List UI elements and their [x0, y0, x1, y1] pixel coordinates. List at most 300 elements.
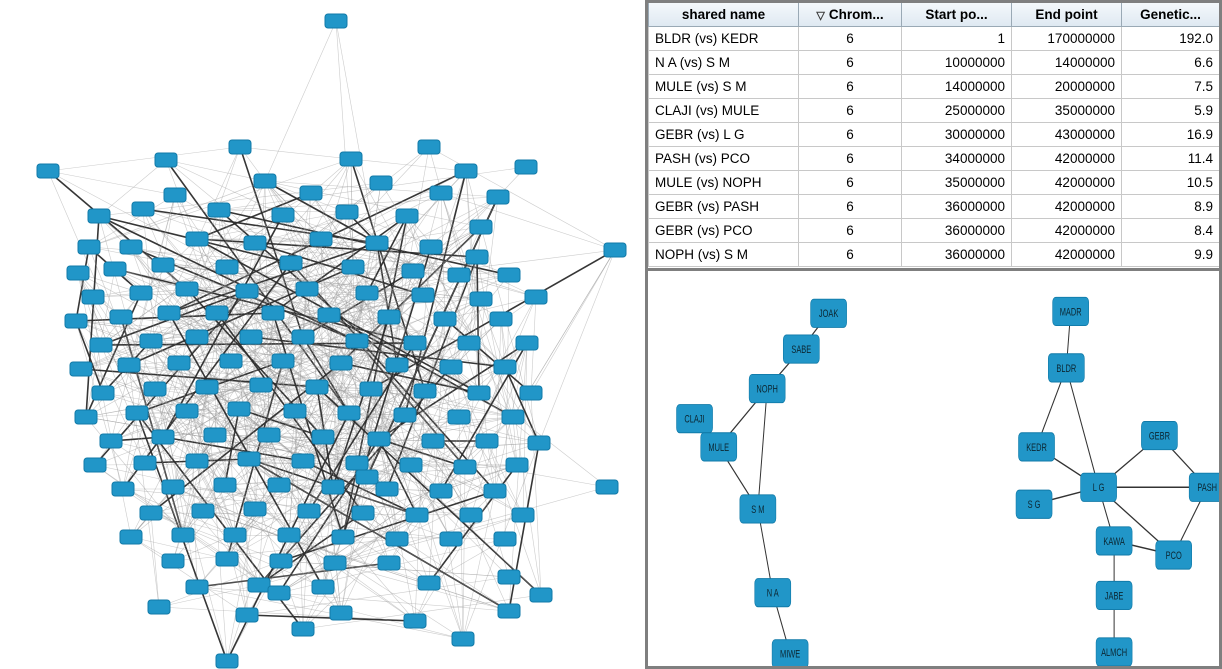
graph-node[interactable] [342, 260, 364, 274]
node-shape[interactable] [172, 528, 194, 542]
node-shape[interactable] [240, 330, 262, 344]
graph-node[interactable] [312, 430, 334, 444]
graph-node[interactable] [516, 336, 538, 350]
table-row[interactable] [649, 27, 1220, 51]
graph-node[interactable] [134, 456, 156, 470]
node-shape[interactable] [254, 174, 276, 188]
node-shape[interactable] [312, 430, 334, 444]
node-shape[interactable] [152, 430, 174, 444]
graph-node[interactable] [292, 454, 314, 468]
graph-node[interactable] [332, 530, 354, 544]
graph-node[interactable] [298, 504, 320, 518]
graph-node[interactable] [448, 410, 470, 424]
graph-node[interactable] [430, 484, 452, 498]
graph-node[interactable] [406, 508, 428, 522]
graph-node[interactable] [530, 588, 552, 602]
graph-node[interactable] [394, 408, 416, 422]
graph-node[interactable] [520, 386, 542, 400]
table-panel[interactable] [645, 0, 1222, 268]
node-shape[interactable] [216, 260, 238, 274]
node-shape[interactable] [340, 152, 362, 166]
node-shape[interactable] [402, 264, 424, 278]
graph-node[interactable] [228, 402, 250, 416]
node-shape[interactable] [92, 386, 114, 400]
node-shape[interactable] [118, 358, 140, 372]
node-shape[interactable] [494, 532, 516, 546]
node-shape[interactable] [130, 286, 152, 300]
graph-node[interactable] [152, 430, 174, 444]
node-shape[interactable] [262, 306, 284, 320]
node-shape[interactable] [292, 622, 314, 636]
node-shape[interactable] [278, 528, 300, 542]
node-shape[interactable] [268, 586, 290, 600]
node-shape[interactable] [310, 232, 332, 246]
graph-node[interactable] [740, 495, 776, 523]
graph-node[interactable] [386, 532, 408, 546]
graph-node[interactable] [487, 190, 509, 204]
table-row[interactable] [649, 75, 1220, 99]
node-shape[interactable] [206, 306, 228, 320]
node-shape[interactable] [176, 404, 198, 418]
node-shape[interactable] [512, 508, 534, 522]
node-shape[interactable] [330, 606, 352, 620]
node-shape[interactable] [90, 338, 112, 352]
node-shape[interactable] [528, 436, 550, 450]
graph-node[interactable] [90, 338, 112, 352]
node-shape[interactable] [112, 482, 134, 496]
graph-node[interactable] [37, 164, 59, 178]
genetic-distance-table[interactable] [648, 3, 1220, 267]
node-shape[interactable] [238, 452, 260, 466]
graph-node[interactable] [220, 354, 242, 368]
graph-node[interactable] [370, 176, 392, 190]
node-shape[interactable] [140, 334, 162, 348]
node-shape[interactable] [448, 410, 470, 424]
graph-node[interactable] [458, 336, 480, 350]
node-shape[interactable] [176, 282, 198, 296]
graph-node[interactable] [498, 604, 520, 618]
graph-node[interactable] [356, 470, 378, 484]
graph-node[interactable] [1096, 527, 1132, 555]
node-shape[interactable] [37, 164, 59, 178]
graph-node[interactable] [67, 266, 89, 280]
graph-node[interactable] [236, 284, 258, 298]
graph-node[interactable] [412, 288, 434, 302]
graph-node[interactable] [468, 386, 490, 400]
graph-node[interactable] [528, 436, 550, 450]
node-shape[interactable] [104, 262, 126, 276]
graph-node[interactable] [158, 306, 180, 320]
node-shape[interactable] [162, 554, 184, 568]
graph-node[interactable] [430, 186, 452, 200]
graph-node[interactable] [325, 14, 347, 28]
graph-node[interactable] [440, 360, 462, 374]
graph-node[interactable] [1096, 581, 1132, 609]
graph-node[interactable] [346, 456, 368, 470]
node-shape[interactable] [186, 330, 208, 344]
graph-node[interactable] [512, 508, 534, 522]
node-shape[interactable] [455, 164, 477, 178]
node-shape[interactable] [396, 209, 418, 223]
graph-node[interactable] [152, 258, 174, 272]
graph-node[interactable] [186, 330, 208, 344]
graph-node[interactable] [248, 578, 270, 592]
graph-node[interactable] [92, 386, 114, 400]
graph-node[interactable] [772, 640, 808, 666]
node-shape[interactable] [420, 240, 442, 254]
graph-node[interactable] [378, 556, 400, 570]
graph-node[interactable] [1096, 638, 1132, 666]
graph-node[interactable] [498, 268, 520, 282]
graph-node[interactable] [494, 360, 516, 374]
node-shape[interactable] [330, 356, 352, 370]
graph-node[interactable] [418, 576, 440, 590]
graph-node[interactable] [310, 232, 332, 246]
node-shape[interactable] [186, 580, 208, 594]
graph-node[interactable] [262, 306, 284, 320]
node-shape[interactable] [236, 284, 258, 298]
graph-node[interactable] [216, 654, 238, 668]
node-shape[interactable] [525, 290, 547, 304]
graph-node[interactable] [498, 570, 520, 584]
node-shape[interactable] [506, 458, 528, 472]
node-shape[interactable] [498, 570, 520, 584]
table-row[interactable] [649, 195, 1220, 219]
node-shape[interactable] [134, 456, 156, 470]
node-shape[interactable] [452, 632, 474, 646]
graph-node[interactable] [604, 243, 626, 257]
graph-node[interactable] [70, 362, 92, 376]
node-shape[interactable] [342, 260, 364, 274]
graph-node[interactable] [120, 530, 142, 544]
node-shape[interactable] [418, 576, 440, 590]
graph-node[interactable] [476, 434, 498, 448]
node-shape[interactable] [520, 386, 542, 400]
graph-node[interactable] [330, 606, 352, 620]
table-body[interactable] [649, 27, 1220, 267]
node-shape[interactable] [378, 310, 400, 324]
node-shape[interactable] [476, 434, 498, 448]
node-shape[interactable] [352, 506, 374, 520]
graph-node[interactable] [1156, 541, 1192, 569]
graph-node[interactable] [192, 504, 214, 518]
graph-node[interactable] [204, 428, 226, 442]
graph-node[interactable] [1053, 297, 1089, 325]
graph-node[interactable] [376, 482, 398, 496]
graph-node[interactable] [216, 552, 238, 566]
graph-node[interactable] [1189, 473, 1219, 501]
table-row[interactable] [649, 171, 1220, 195]
node-shape[interactable] [516, 336, 538, 350]
node-shape[interactable] [144, 382, 166, 396]
graph-node[interactable] [368, 432, 390, 446]
node-shape[interactable] [162, 480, 184, 494]
graph-node[interactable] [402, 264, 424, 278]
graph-node[interactable] [176, 404, 198, 418]
node-shape[interactable] [604, 243, 626, 257]
node-shape[interactable] [220, 354, 242, 368]
node-shape[interactable] [244, 236, 266, 250]
node-shape[interactable] [168, 356, 190, 370]
graph-node[interactable] [162, 554, 184, 568]
graph-node[interactable] [229, 140, 251, 154]
graph-node[interactable] [749, 374, 785, 402]
graph-node[interactable] [164, 188, 186, 202]
sub-network-panel[interactable] [645, 268, 1222, 669]
node-shape[interactable] [466, 250, 488, 264]
graph-node[interactable] [404, 336, 426, 350]
graph-node[interactable] [186, 454, 208, 468]
node-shape[interactable] [75, 410, 97, 424]
node-shape[interactable] [325, 14, 347, 28]
node-shape[interactable] [192, 504, 214, 518]
graph-node[interactable] [186, 232, 208, 246]
node-shape[interactable] [434, 312, 456, 326]
node-shape[interactable] [214, 478, 236, 492]
graph-node[interactable] [78, 240, 100, 254]
node-shape[interactable] [158, 306, 180, 320]
graph-node[interactable] [322, 480, 344, 494]
graph-node[interactable] [100, 434, 122, 448]
table-header-end_point[interactable] [1012, 3, 1122, 27]
table-row[interactable] [649, 99, 1220, 123]
graph-node[interactable] [400, 458, 422, 472]
node-shape[interactable] [440, 360, 462, 374]
graph-node[interactable] [378, 310, 400, 324]
table-row[interactable] [649, 219, 1220, 243]
graph-node[interactable] [110, 310, 132, 324]
graph-node[interactable] [130, 286, 152, 300]
graph-node[interactable] [254, 174, 276, 188]
node-shape[interactable] [454, 460, 476, 474]
node-shape[interactable] [460, 508, 482, 522]
node-shape[interactable] [229, 140, 251, 154]
graph-node[interactable] [186, 580, 208, 594]
graph-node[interactable] [386, 358, 408, 372]
graph-node[interactable] [360, 382, 382, 396]
table-header-chromosome[interactable] [799, 3, 902, 27]
graph-node[interactable] [336, 205, 358, 219]
node-shape[interactable] [346, 334, 368, 348]
node-shape[interactable] [258, 428, 280, 442]
graph-node[interactable] [330, 356, 352, 370]
graph-node[interactable] [112, 482, 134, 496]
table-row[interactable] [649, 147, 1220, 171]
graph-node[interactable] [420, 240, 442, 254]
node-shape[interactable] [468, 386, 490, 400]
node-shape[interactable] [368, 432, 390, 446]
node-shape[interactable] [272, 208, 294, 222]
node-shape[interactable] [322, 480, 344, 494]
sub-network-canvas[interactable] [648, 271, 1219, 666]
node-shape[interactable] [498, 268, 520, 282]
graph-node[interactable] [270, 554, 292, 568]
graph-node[interactable] [144, 382, 166, 396]
graph-node[interactable] [440, 532, 462, 546]
graph-node[interactable] [352, 506, 374, 520]
graph-node[interactable] [455, 164, 477, 178]
table-row[interactable] [649, 243, 1220, 267]
node-shape[interactable] [88, 209, 110, 223]
node-shape[interactable] [284, 404, 306, 418]
table-row[interactable] [649, 123, 1220, 147]
node-shape[interactable] [208, 203, 230, 217]
graph-node[interactable] [272, 354, 294, 368]
table-header-genetic[interactable] [1122, 3, 1220, 27]
graph-node[interactable] [126, 406, 148, 420]
node-shape[interactable] [186, 232, 208, 246]
node-shape[interactable] [484, 484, 506, 498]
graph-node[interactable] [238, 452, 260, 466]
graph-node[interactable] [280, 256, 302, 270]
node-shape[interactable] [394, 408, 416, 422]
graph-node[interactable] [434, 312, 456, 326]
graph-node[interactable] [525, 290, 547, 304]
graph-node[interactable] [172, 528, 194, 542]
node-shape[interactable] [132, 202, 154, 216]
node-shape[interactable] [470, 220, 492, 234]
node-shape[interactable] [110, 310, 132, 324]
graph-node[interactable] [448, 268, 470, 282]
node-shape[interactable] [440, 532, 462, 546]
node-shape[interactable] [250, 378, 272, 392]
node-shape[interactable] [204, 428, 226, 442]
graph-node[interactable] [418, 140, 440, 154]
graph-node[interactable] [236, 608, 258, 622]
node-shape[interactable] [186, 454, 208, 468]
graph-node[interactable] [176, 282, 198, 296]
node-shape[interactable] [152, 258, 174, 272]
graph-node[interactable] [240, 330, 262, 344]
node-shape[interactable] [70, 362, 92, 376]
node-shape[interactable] [324, 556, 346, 570]
graph-node[interactable] [258, 428, 280, 442]
graph-node[interactable] [414, 384, 436, 398]
graph-node[interactable] [300, 186, 322, 200]
node-shape[interactable] [306, 380, 328, 394]
node-shape[interactable] [196, 380, 218, 394]
graph-node[interactable] [454, 460, 476, 474]
graph-node[interactable] [268, 586, 290, 600]
node-shape[interactable] [366, 236, 388, 250]
graph-node[interactable] [324, 556, 346, 570]
node-shape[interactable] [470, 292, 492, 306]
graph-node[interactable] [206, 306, 228, 320]
graph-node[interactable] [596, 480, 618, 494]
node-shape[interactable] [376, 482, 398, 496]
graph-node[interactable] [296, 282, 318, 296]
node-shape[interactable] [360, 382, 382, 396]
graph-node[interactable] [284, 404, 306, 418]
graph-node[interactable] [75, 410, 97, 424]
graph-node[interactable] [1048, 354, 1084, 382]
graph-node[interactable] [244, 502, 266, 516]
node-shape[interactable] [404, 336, 426, 350]
node-shape[interactable] [292, 330, 314, 344]
node-shape[interactable] [487, 190, 509, 204]
graph-node[interactable] [208, 203, 230, 217]
node-shape[interactable] [386, 358, 408, 372]
graph-node[interactable] [224, 528, 246, 542]
node-shape[interactable] [100, 434, 122, 448]
graph-node[interactable] [244, 236, 266, 250]
node-shape[interactable] [244, 502, 266, 516]
node-shape[interactable] [148, 600, 170, 614]
node-shape[interactable] [248, 578, 270, 592]
graph-node[interactable] [701, 433, 737, 461]
node-shape[interactable] [494, 360, 516, 374]
node-shape[interactable] [338, 406, 360, 420]
graph-node[interactable] [104, 262, 126, 276]
node-shape[interactable] [312, 580, 334, 594]
graph-node[interactable] [155, 153, 177, 167]
node-shape[interactable] [292, 454, 314, 468]
table-header-shared_name[interactable] [649, 3, 799, 27]
node-shape[interactable] [498, 604, 520, 618]
graph-node[interactable] [292, 330, 314, 344]
graph-node[interactable] [250, 378, 272, 392]
node-shape[interactable] [155, 153, 177, 167]
node-shape[interactable] [412, 288, 434, 302]
node-shape[interactable] [406, 508, 428, 522]
graph-node[interactable] [506, 458, 528, 472]
graph-node[interactable] [1016, 490, 1052, 518]
node-shape[interactable] [296, 282, 318, 296]
graph-node[interactable] [811, 299, 847, 327]
node-shape[interactable] [400, 458, 422, 472]
graph-node[interactable] [168, 356, 190, 370]
node-shape[interactable] [386, 532, 408, 546]
graph-node[interactable] [494, 532, 516, 546]
node-shape[interactable] [430, 484, 452, 498]
node-shape[interactable] [140, 506, 162, 520]
graph-node[interactable] [140, 334, 162, 348]
table-header-row[interactable] [649, 3, 1220, 27]
node-shape[interactable] [346, 456, 368, 470]
graph-node[interactable] [214, 478, 236, 492]
graph-node[interactable] [196, 380, 218, 394]
node-shape[interactable] [82, 290, 104, 304]
graph-node[interactable] [490, 312, 512, 326]
node-shape[interactable] [224, 528, 246, 542]
node-shape[interactable] [65, 314, 87, 328]
node-shape[interactable] [515, 160, 537, 174]
graph-node[interactable] [470, 292, 492, 306]
node-shape[interactable] [378, 556, 400, 570]
node-shape[interactable] [298, 504, 320, 518]
node-shape[interactable] [332, 530, 354, 544]
node-shape[interactable] [422, 434, 444, 448]
graph-node[interactable] [404, 614, 426, 628]
graph-node[interactable] [783, 335, 819, 363]
graph-node[interactable] [366, 236, 388, 250]
graph-node[interactable] [1141, 421, 1177, 449]
node-shape[interactable] [300, 186, 322, 200]
graph-node[interactable] [312, 580, 334, 594]
node-shape[interactable] [126, 406, 148, 420]
node-shape[interactable] [404, 614, 426, 628]
filter-icon[interactable]: ▽ [816, 9, 825, 22]
node-shape[interactable] [430, 186, 452, 200]
graph-node[interactable] [84, 458, 106, 472]
graph-node[interactable] [118, 358, 140, 372]
graph-node[interactable] [88, 209, 110, 223]
graph-node[interactable] [396, 209, 418, 223]
node-shape[interactable] [120, 240, 142, 254]
table-header-start_point[interactable] [902, 3, 1012, 27]
node-shape[interactable] [414, 384, 436, 398]
graph-node[interactable] [318, 308, 340, 322]
